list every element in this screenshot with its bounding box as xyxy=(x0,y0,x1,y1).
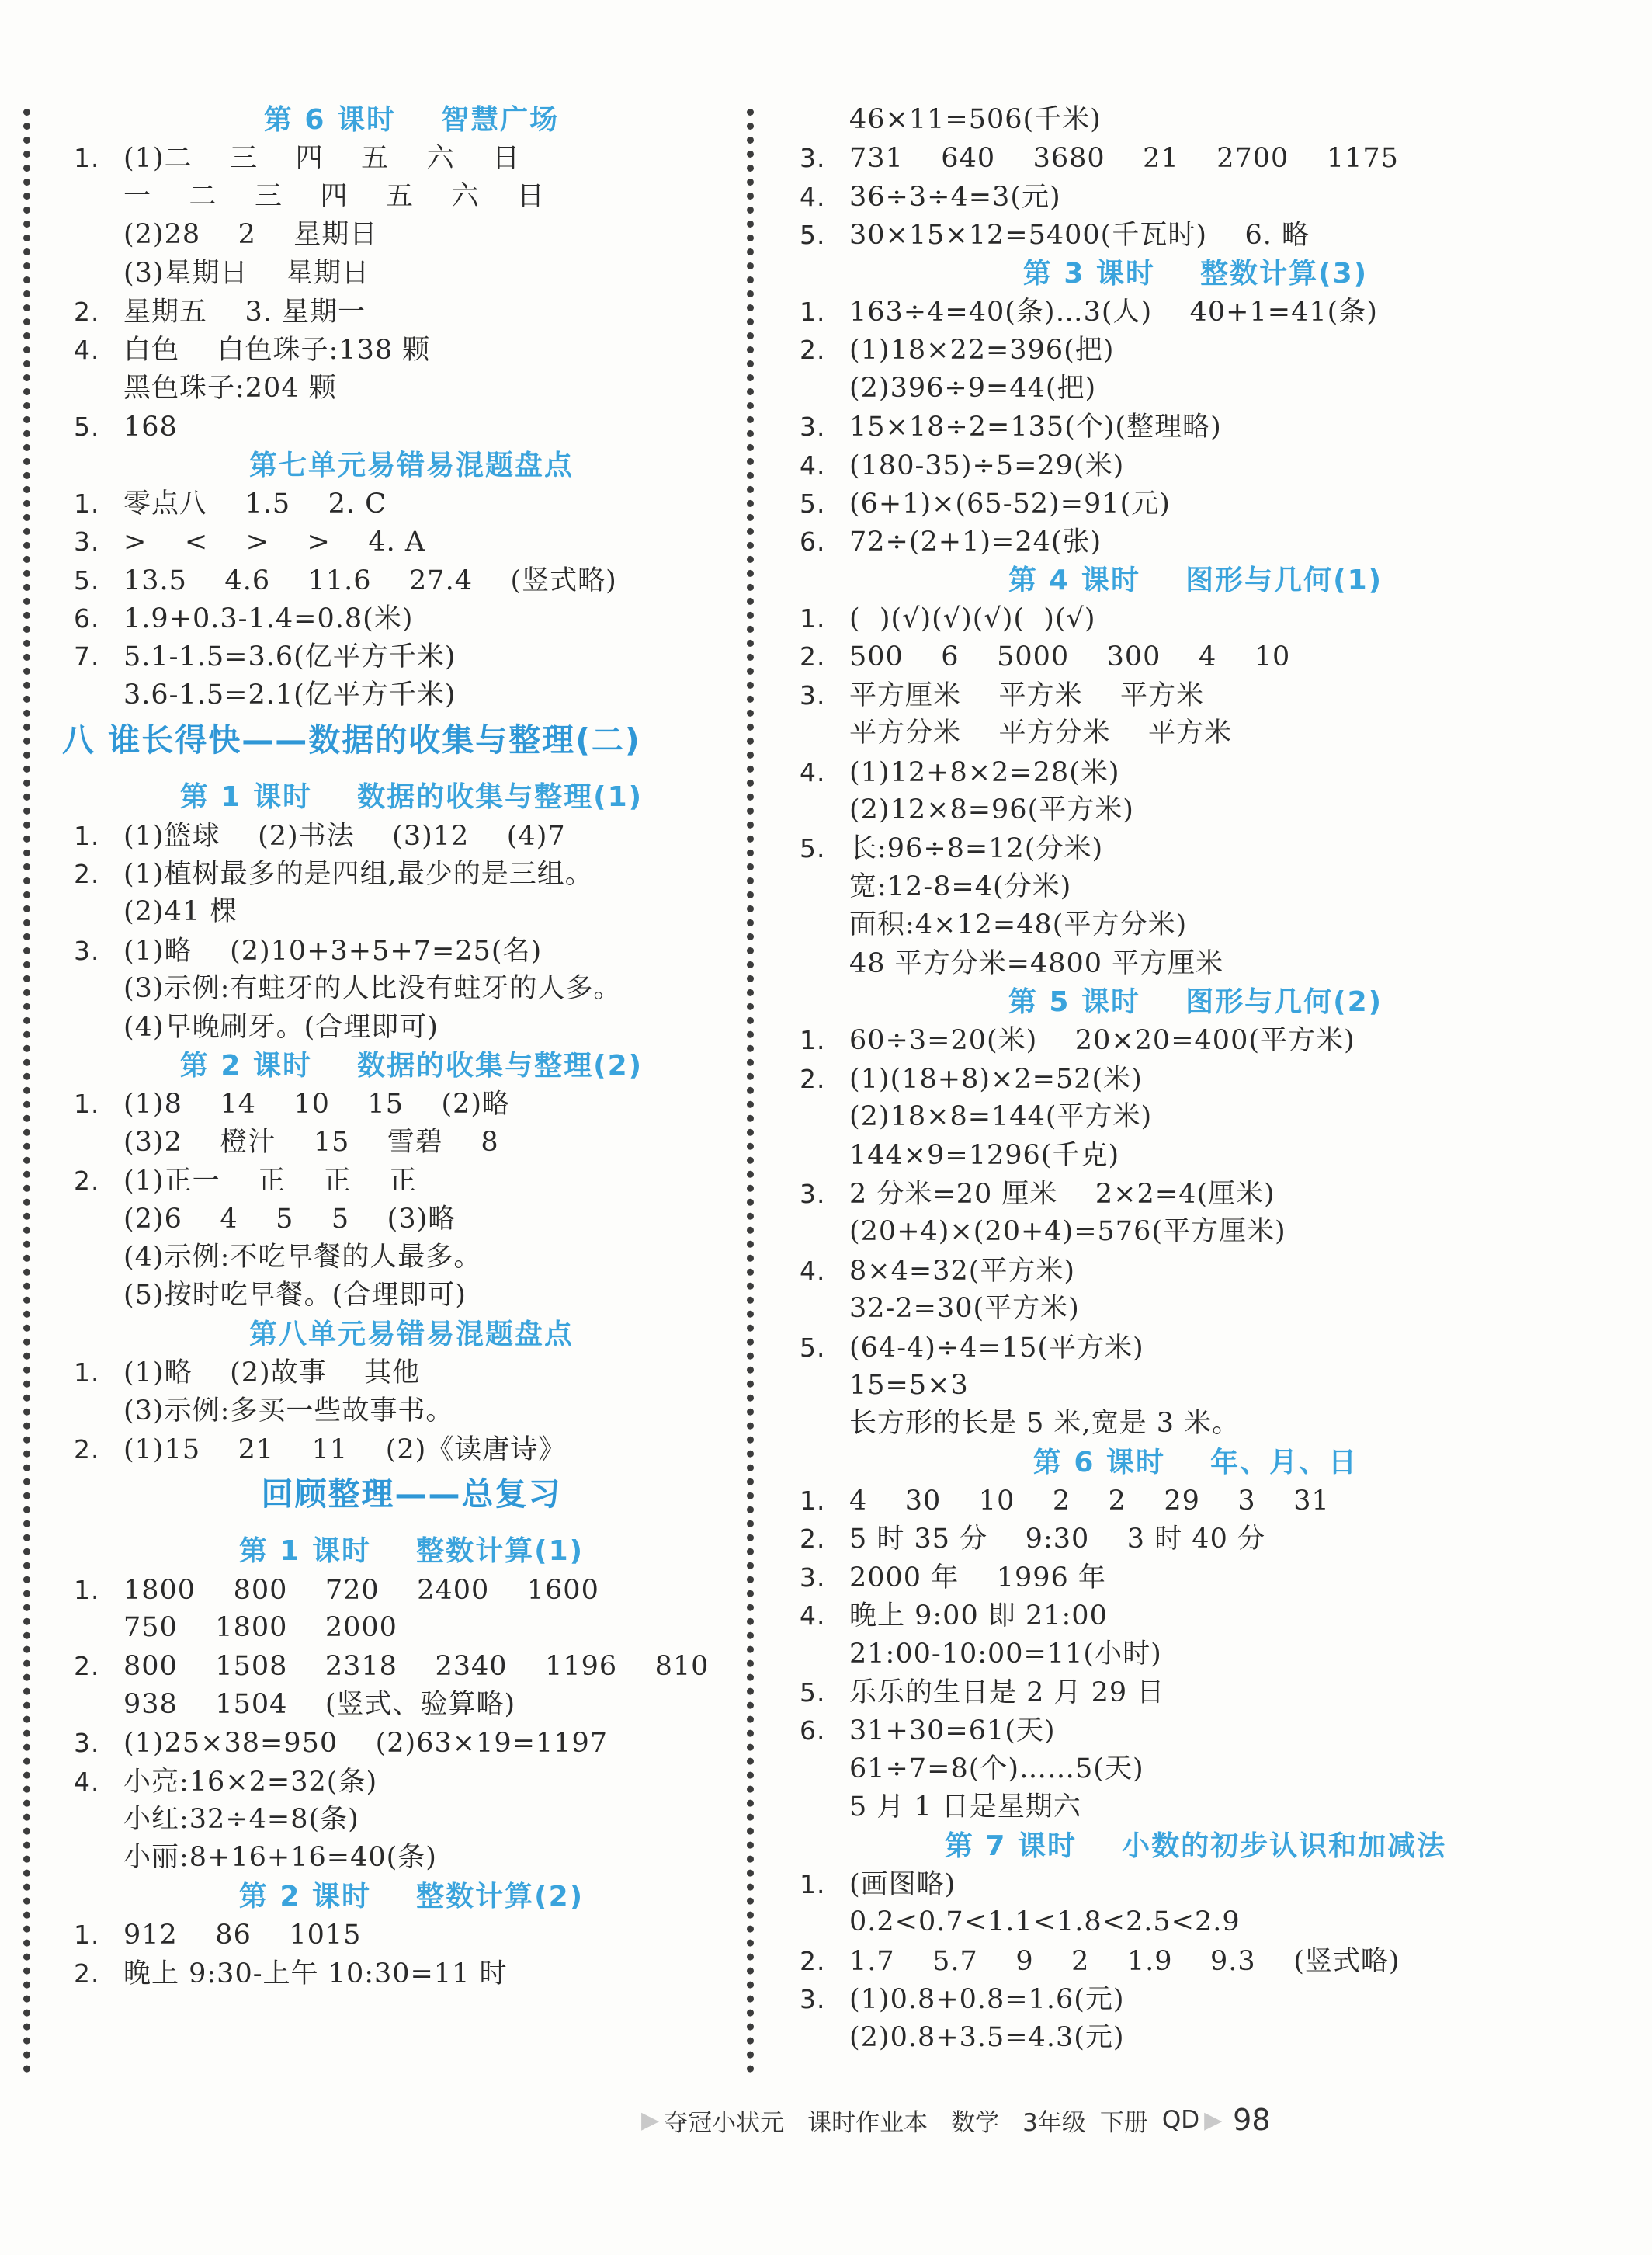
answer-text: 60÷3=20(米) 20×20=400(平方米) xyxy=(849,1025,1355,1057)
question-number: 3. xyxy=(800,412,826,443)
answer-continuation: 平方分米 平方分米 平方米 xyxy=(849,718,1233,749)
answer-line xyxy=(800,753,1591,791)
answer-continuation: 61÷7=8(个)……5(天) xyxy=(849,1753,1144,1784)
answer-continuation: (3)2 橙汁 15 雪碧 8 xyxy=(123,1126,499,1158)
answer-text: 晚上 9:30-上午 10:30=11 时 xyxy=(123,1958,508,1989)
page-footer xyxy=(637,2097,1271,2143)
unit-title: 八 谁长得快——数据的收集与整理(二) xyxy=(62,721,641,759)
answer-line xyxy=(800,1711,1591,1749)
lesson-heading: 第 2 课时 数据的收集与整理(2) xyxy=(179,1049,644,1082)
question-number: 5. xyxy=(800,1677,826,1708)
answer-text: (1)篮球 (2)书法 (3)12 (4)7 xyxy=(123,820,566,852)
question-number: 3. xyxy=(800,679,826,711)
question-number: 1. xyxy=(800,1025,826,1056)
answer-continuation: (3)示例:有蛀牙的人比没有蛀牙的人多。 xyxy=(123,973,622,1005)
answer-text: 36÷3÷4=3(元) xyxy=(849,181,1061,213)
question-number: 2. xyxy=(74,1651,100,1682)
question-number: 2. xyxy=(800,1063,826,1094)
question-number: 1. xyxy=(800,603,826,634)
answer-text: 晚上 9:00 即 21:00 xyxy=(849,1600,1108,1632)
answer-continuation: 黑色珠子:204 颗 xyxy=(123,372,337,404)
question-number: 3. xyxy=(800,1562,826,1593)
answer-line xyxy=(800,1252,1591,1290)
question-number: 1. xyxy=(74,820,100,851)
answer-line xyxy=(74,293,749,331)
answer-text: 13.5 4.6 11.6 27.4 (竖式略) xyxy=(123,565,617,596)
question-number: 1. xyxy=(800,296,826,327)
answer-text: (1)25×38=950 (2)63×19=1197 xyxy=(123,1728,608,1760)
answer-continuation: 5 月 1 日是星期六 xyxy=(849,1791,1081,1823)
question-number: 2. xyxy=(800,1524,826,1555)
footer-edition: QD xyxy=(1161,2106,1200,2134)
answer-text: 731 640 3680 21 2700 1175 xyxy=(849,143,1399,175)
answer-continuation: (3)示例:多买一些故事书。 xyxy=(123,1395,454,1426)
answer-continuation: 3.6-1.5=2.1(亿平方千米) xyxy=(123,679,456,711)
answer-continuation: 长方形的长是 5 米,宽是 3 米。 xyxy=(849,1408,1241,1440)
page-number: 98 xyxy=(1233,2103,1271,2137)
question-number: 4. xyxy=(800,450,826,481)
answer-continuation: (2)18×8=144(平方米) xyxy=(849,1101,1153,1133)
answer-text: 乐乐的生日是 2 月 29 日 xyxy=(849,1677,1165,1709)
question-number: 1. xyxy=(800,1485,826,1517)
answer-line xyxy=(800,1175,1591,1213)
lesson-heading: 第 1 课时 数据的收集与整理(1) xyxy=(179,781,644,814)
question-number: 1. xyxy=(74,1920,100,1951)
answer-line xyxy=(74,1162,749,1200)
lesson-heading: 第 6 课时 智慧广场 xyxy=(263,104,560,136)
question-number: 1. xyxy=(74,488,100,519)
answer-text: 500 6 5000 300 4 10 xyxy=(849,641,1291,673)
answer-continuation: (2)41 棵 xyxy=(123,896,238,928)
answer-text: (1)0.8+0.8=1.6(元) xyxy=(849,1984,1125,2016)
answer-continuation: (2)6 4 5 5 (3)略 xyxy=(123,1203,456,1235)
answer-continuation: 宽:12-8=4(分米) xyxy=(849,870,1072,902)
question-number: 3. xyxy=(800,1984,826,2015)
answer-continuation: (20+4)×(20+4)=576(平方厘米) xyxy=(849,1216,1286,1248)
answer-text: (6+1)×(65-52)=91(元) xyxy=(849,488,1171,519)
question-number: 3. xyxy=(74,526,100,558)
answer-text: 小亮:16×2=32(条) xyxy=(123,1766,378,1798)
answer-line xyxy=(74,485,749,523)
answer-line xyxy=(74,817,749,855)
answer-text: 31+30=61(天) xyxy=(849,1715,1056,1747)
answer-text: 1.7 5.7 9 2 1.9 9.3 (竖式略) xyxy=(849,1945,1400,1977)
answer-line xyxy=(74,523,749,561)
question-number: 1. xyxy=(74,1089,100,1120)
answer-line xyxy=(800,1673,1591,1711)
question-number: 2. xyxy=(74,296,100,327)
answer-text: (1)12+8×2=28(米) xyxy=(849,756,1120,788)
answer-text: (180-35)÷5=29(米) xyxy=(849,450,1125,481)
question-number: 4. xyxy=(800,756,826,787)
answer-line xyxy=(800,1980,1591,2018)
answer-text: (1)略 (2)10+3+5+7=25(名) xyxy=(123,935,543,967)
answer-line xyxy=(74,638,749,676)
answer-text: 4 30 10 2 2 29 3 31 xyxy=(849,1485,1330,1517)
answer-text: (1)(18+8)×2=52(米) xyxy=(849,1063,1143,1095)
answer-text: 5 时 35 分 9:30 3 时 40 分 xyxy=(849,1524,1265,1555)
footer-book: 课时作业本 xyxy=(807,2108,928,2137)
answer-line xyxy=(800,1942,1591,1980)
answer-text: 30×15×12=5400(千瓦时) 6. 略 xyxy=(849,220,1310,252)
question-number: 5. xyxy=(800,488,826,519)
answer-continuation: (2)28 2 星期日 xyxy=(123,219,378,251)
answer-line xyxy=(800,1060,1591,1098)
answer-text: 1.9+0.3-1.4=0.8(米) xyxy=(123,603,414,635)
question-number: 7. xyxy=(74,641,100,672)
answer-line xyxy=(800,331,1591,369)
question-number: 4. xyxy=(74,1766,100,1797)
answer-continuation: 46×11=506(千米) xyxy=(849,104,1102,135)
question-number: 6. xyxy=(800,1715,826,1746)
answer-line xyxy=(800,1597,1591,1635)
footer-brand: 夺冠小状元 xyxy=(664,2108,785,2137)
answer-line xyxy=(800,1520,1591,1558)
answer-line xyxy=(74,1571,749,1609)
answer-text: (1)植树最多的是四组,最少的是三组。 xyxy=(123,859,593,891)
answer-line xyxy=(74,1724,749,1762)
answer-line xyxy=(800,1482,1591,1520)
answer-line xyxy=(800,1865,1591,1903)
answer-text: 15×18÷2=135(个)(整理略) xyxy=(849,412,1222,443)
answer-continuation: 小红:32÷4=8(条) xyxy=(123,1804,359,1836)
question-number: 2. xyxy=(74,1433,100,1465)
answer-text: 72÷(2+1)=24(张) xyxy=(849,526,1102,558)
answer-continuation: (4)示例:不吃早餐的人最多。 xyxy=(123,1241,482,1273)
answer-line xyxy=(74,1085,749,1123)
question-number: 1. xyxy=(74,1357,100,1388)
question-number: 5. xyxy=(800,1332,826,1363)
answer-line xyxy=(74,1954,749,1993)
answer-text: 163÷4=40(条)…3(人) 40+1=41(条) xyxy=(849,296,1378,328)
lesson-heading: 第八单元易错易混题盘点 xyxy=(248,1318,574,1350)
question-number: 2. xyxy=(800,335,826,366)
answer-line xyxy=(800,446,1591,485)
answer-continuation: 32-2=30(平方米) xyxy=(849,1293,1080,1325)
answer-line xyxy=(800,599,1591,638)
answer-text: 8×4=32(平方米) xyxy=(849,1255,1076,1287)
answer-text: (1)18×22=396(把) xyxy=(849,335,1115,367)
question-number: 3. xyxy=(800,143,826,174)
left-dotted-border xyxy=(23,109,30,2073)
footer-grade: 3年级 xyxy=(1022,2108,1086,2137)
question-number: 4. xyxy=(74,335,100,366)
answer-continuation: 面积:4×12=48(平方分米) xyxy=(849,909,1188,941)
answer-line xyxy=(800,1558,1591,1597)
lesson-heading: 第七单元易错易混题盘点 xyxy=(248,449,574,481)
answer-continuation: 938 1504 (竖式、验算略) xyxy=(123,1688,516,1720)
lesson-heading: 第 6 课时 年、月、日 xyxy=(1032,1446,1359,1478)
lesson-heading: 第 1 课时 整数计算(1) xyxy=(238,1535,585,1568)
answer-continuation: 144×9=1296(千克) xyxy=(849,1139,1120,1171)
answer-line xyxy=(800,829,1591,867)
question-number: 1. xyxy=(74,143,100,174)
answer-text: > < > > 4. A xyxy=(123,526,426,558)
answer-line xyxy=(800,1329,1591,1367)
question-number: 1. xyxy=(800,1868,826,1899)
answer-line xyxy=(74,561,749,599)
answer-text: 1800 800 720 2400 1600 xyxy=(123,1574,599,1606)
lesson-heading: 第 7 课时 小数的初步认识和加减法 xyxy=(944,1829,1447,1862)
left-answer-column xyxy=(62,101,749,1993)
answer-line xyxy=(74,855,749,893)
answer-continuation: (5)按时吃早餐。(合理即可) xyxy=(123,1280,467,1312)
answer-line xyxy=(800,408,1591,446)
answer-line xyxy=(800,178,1591,216)
question-number: 1. xyxy=(74,1574,100,1605)
question-number: 2. xyxy=(800,641,826,672)
answer-continuation: 750 1800 2000 xyxy=(123,1612,397,1644)
answer-line xyxy=(74,331,749,369)
answer-line xyxy=(800,523,1591,561)
unit-title: 回顾整理——总复习 xyxy=(261,1475,562,1513)
answer-continuation: (3)星期日 星期日 xyxy=(123,257,370,289)
answer-continuation: 小丽:8+16+16=40(条) xyxy=(123,1842,437,1874)
lesson-heading: 第 2 课时 整数计算(2) xyxy=(238,1880,585,1913)
answer-text: 2000 年 1996 年 xyxy=(849,1562,1106,1593)
answer-continuation: 48 平方分米=4800 平方厘米 xyxy=(849,947,1224,979)
question-number: 5. xyxy=(800,220,826,251)
answer-text: 星期五 3. 星期一 xyxy=(123,296,366,328)
question-number: 5. xyxy=(800,833,826,864)
answer-line xyxy=(74,599,749,638)
question-number: 2. xyxy=(800,1945,826,1976)
answer-continuation: 0.2<0.7<1.1<1.8<2.5<2.9 xyxy=(849,1906,1241,1938)
answer-text: 2 分米=20 厘米 2×2=4(厘米) xyxy=(849,1178,1275,1210)
answer-line xyxy=(74,1430,749,1468)
answer-text: (1)略 (2)故事 其他 xyxy=(123,1357,421,1389)
answer-text: ( )(√)(√)(√)( )(√) xyxy=(849,603,1096,635)
answer-line xyxy=(800,485,1591,523)
question-number: 2. xyxy=(74,1958,100,1989)
question-number: 5. xyxy=(74,565,100,596)
answer-text: 长:96÷8=12(分米) xyxy=(849,833,1104,865)
answer-line xyxy=(800,1021,1591,1059)
question-number: 2. xyxy=(74,859,100,890)
answer-text: (1)8 14 10 15 (2)略 xyxy=(123,1089,511,1121)
answer-continuation: (2)396÷9=44(把) xyxy=(849,372,1097,404)
answer-line xyxy=(800,139,1591,177)
lesson-heading: 第 3 课时 整数计算(3) xyxy=(1022,257,1369,290)
question-number: 3. xyxy=(800,1178,826,1209)
question-number: 4. xyxy=(800,1255,826,1286)
answer-continuation: 21:00-10:00=11(小时) xyxy=(849,1638,1162,1670)
question-number: 4. xyxy=(800,181,826,212)
question-number: 5. xyxy=(74,412,100,443)
answer-text: (1)二 三 四 五 六 日 xyxy=(123,143,521,175)
arrow-icon: ▶ xyxy=(1204,2106,1223,2134)
answer-continuation: (2)12×8=96(平方米) xyxy=(849,794,1134,826)
answer-line xyxy=(74,1763,749,1801)
question-number: 3. xyxy=(74,935,100,966)
question-number: 6. xyxy=(800,526,826,558)
footer-subject: 数学 xyxy=(951,2108,1000,2137)
right-answer-column xyxy=(800,101,1591,2057)
question-number: 6. xyxy=(74,603,100,634)
question-number: 2. xyxy=(74,1166,100,1197)
arrow-icon: ▶ xyxy=(641,2106,660,2134)
answer-text: 平方厘米 平方米 平方米 xyxy=(849,679,1205,711)
answer-continuation: (4)早晚刷牙。(合理即可) xyxy=(123,1011,439,1043)
answer-line xyxy=(800,293,1591,331)
footer-volume: 下册 xyxy=(1099,2108,1148,2137)
answer-line xyxy=(800,638,1591,676)
answer-line xyxy=(74,1916,749,1954)
answer-text: 800 1508 2318 2340 1196 810 xyxy=(123,1651,710,1683)
answer-text: (64-4)÷4=15(平方米) xyxy=(849,1332,1144,1364)
answer-line xyxy=(800,216,1591,254)
lesson-heading: 第 5 课时 图形与几何(2) xyxy=(1008,985,1383,1018)
answer-line xyxy=(74,932,749,970)
answer-text: 912 86 1015 xyxy=(123,1920,362,1951)
answer-continuation: 一 二 三 四 五 六 日 xyxy=(123,180,546,212)
answer-text: (1)15 21 11 (2)《读唐诗》 xyxy=(123,1433,567,1465)
answer-text: 白色 白色珠子:138 颗 xyxy=(123,335,431,367)
question-number: 3. xyxy=(74,1728,100,1759)
lesson-heading: 第 4 课时 图形与几何(1) xyxy=(1008,564,1383,596)
answer-continuation: (2)0.8+3.5=4.3(元) xyxy=(849,2021,1125,2053)
answer-text: 5.1-1.5=3.6(亿平方千米) xyxy=(123,641,456,673)
answer-line xyxy=(74,1353,749,1392)
answer-line xyxy=(74,139,749,177)
answer-line xyxy=(74,408,749,446)
answer-line xyxy=(74,1647,749,1685)
answer-text: (画图略) xyxy=(849,1868,956,1900)
answer-line xyxy=(800,676,1591,714)
answer-text: (1)正一 正 正 正 xyxy=(123,1166,418,1197)
question-number: 4. xyxy=(800,1600,826,1631)
answer-continuation: 15=5×3 xyxy=(849,1369,969,1401)
answer-text: 168 xyxy=(123,412,178,443)
answer-text: 零点八 1.5 2. C xyxy=(123,488,387,519)
